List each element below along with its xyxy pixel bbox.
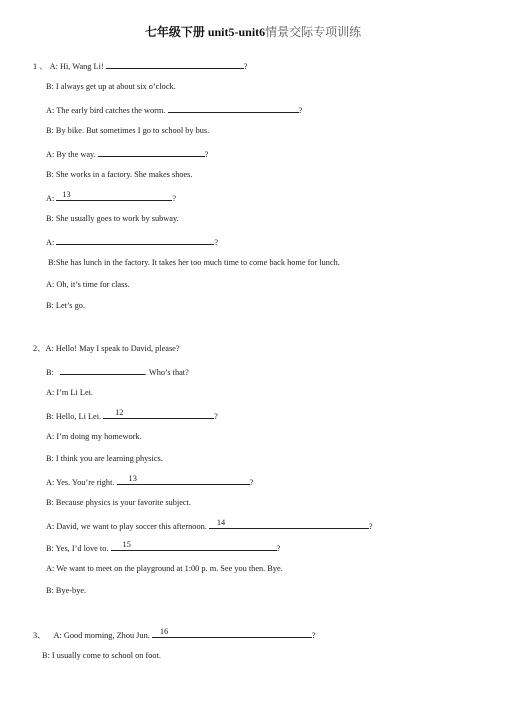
answer-blank-12[interactable]: 12 xyxy=(103,409,214,419)
section1-line-11: A: Oh, it’s time for class. xyxy=(46,280,130,289)
answer-blank[interactable] xyxy=(60,365,145,375)
section1-line-8: B: She usually goes to work by subway. xyxy=(46,214,179,223)
section2-line-4: B: Hello, Li Lei. 12 ? xyxy=(46,408,218,421)
section2-line-8: B: Because physics is your favorite subject. xyxy=(46,498,191,507)
section2-line-6: B: I think you are learning physics. xyxy=(46,454,163,463)
answer-blank[interactable] xyxy=(56,235,214,245)
section1-line-7: A: 13 ? xyxy=(46,190,177,203)
page-title xyxy=(0,23,506,40)
section1-line-12: B: Let’s go. xyxy=(46,301,85,310)
section2-line-2: B: . Who’s that? xyxy=(46,365,189,378)
section1-line-10: B:She has lunch in the factory. It takes her too much time to come back home for lunch. xyxy=(48,258,340,267)
section2-line-11: A: We want to meet on the playground at 1:00 p. m. See you then. Bye. xyxy=(46,564,283,573)
section1-line-1: 1 、 A: Hi, Wang Li! ? xyxy=(33,59,247,72)
title-sub: 情景交际专项训练 xyxy=(265,25,362,39)
section2-line-10: B: Yes, I’d love to. 15 ? xyxy=(46,540,281,553)
section2-line-7: A: Yes. You’re right. 13 ? xyxy=(46,474,254,487)
section3-number: 3、 xyxy=(33,631,46,640)
section1-line-3: A: The early bird catches the worm. ? xyxy=(46,103,302,116)
section1-line-6: B: She works in a factory. She makes shoes. xyxy=(46,170,193,179)
section1-line-9: A: ? xyxy=(46,235,218,248)
answer-blank[interactable] xyxy=(168,103,299,113)
answer-blank-13[interactable]: 13 xyxy=(117,475,250,485)
section2-line-3: A: I’m Li Lei. xyxy=(46,388,94,397)
section2-line-5: A: I’m doing my homework. xyxy=(46,432,142,441)
section2-line-12: B: Bye-bye. xyxy=(46,586,87,595)
answer-blank-15[interactable]: 15 xyxy=(111,541,277,551)
section3-line-2: B: I usually come to school on foot. xyxy=(42,651,161,660)
title-main: 七年级下册 unit5-unit6 xyxy=(144,25,266,39)
answer-blank-14[interactable]: 14 xyxy=(209,519,369,529)
answer-blank-16[interactable]: 16 xyxy=(152,628,312,638)
answer-blank-13[interactable]: 13 xyxy=(56,191,172,201)
section1-number: 1 、 xyxy=(33,62,48,71)
answer-blank[interactable] xyxy=(106,59,244,69)
section2-line-9: A: David, we want to play soccer this afternoon. 14 ? xyxy=(46,518,373,531)
section3-line-1: 3、 A: Good morning, Zhou Jun. 16 ? xyxy=(33,627,316,640)
answer-blank[interactable] xyxy=(98,147,205,157)
section1-line-2: B: I always get up at about six o’clock. xyxy=(46,82,176,91)
section1-line-5: A: By the way. ? xyxy=(46,147,208,160)
section2-line-1: 2、A: Hello! May I speak to David, please? xyxy=(33,344,180,353)
section2-number: 2、 xyxy=(33,344,46,353)
section1-line-4: B: By bike. But sometimes I go to school by bus. xyxy=(46,126,210,135)
